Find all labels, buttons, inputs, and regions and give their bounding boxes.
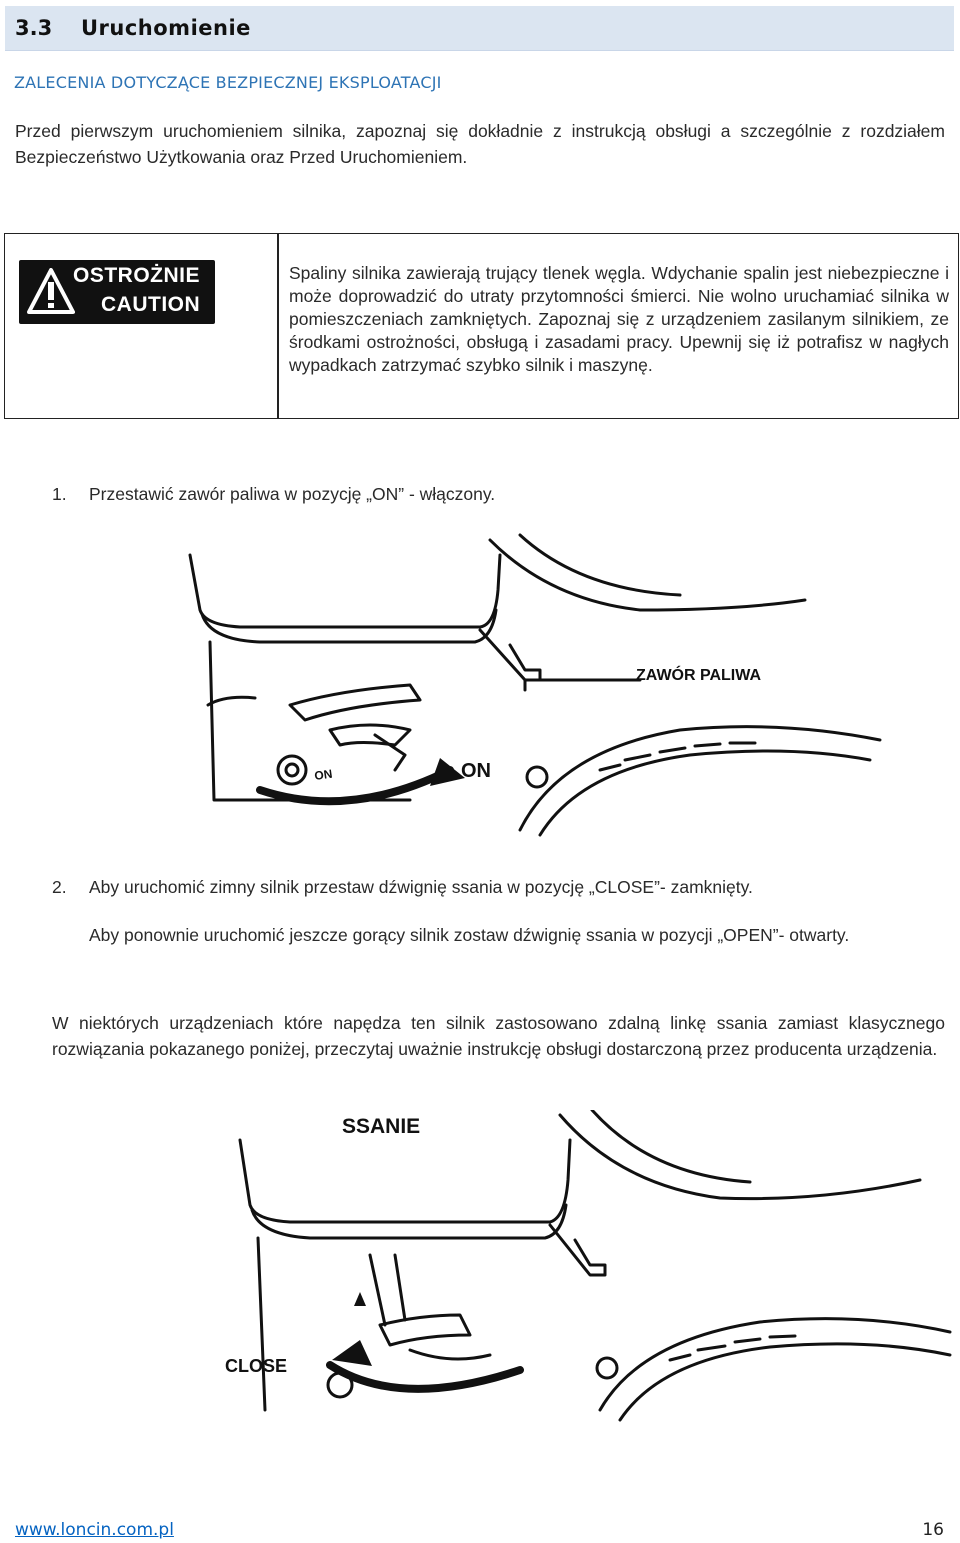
lever-on-mark: ON — [313, 766, 334, 783]
close-position-label: CLOSE — [225, 1356, 288, 1376]
choke-lever-drawing — [220, 1110, 960, 1430]
step-2 — [52, 877, 753, 898]
section-title: Uruchomienie — [81, 16, 251, 40]
step-2-note: Aby ponownie uruchomić jeszcze gorący silnik zostaw dźwignię ssania w pozycji „OPEN”- otwarty. — [89, 925, 850, 945]
website-link[interactable]: www.loncin.com.pl — [15, 1520, 174, 1540]
fuel-valve-label: ZAWÓR PALIWA — [636, 667, 762, 684]
step-text: Przestawić zawór paliwa w pozycję „ON” - włączony. — [89, 484, 496, 504]
caution-badge — [19, 260, 215, 324]
on-position-label: ON — [461, 760, 491, 782]
step-number: 2. — [52, 877, 67, 897]
warning-divider — [277, 234, 279, 418]
remote-choke-paragraph: W niektórych urządzeniach które napędza ten silnik zastosowano zdalną linkę ssania zamiast klasycznego rozwiązania pokazanego poniżej, przeczytaj uważnie instrukcję obsługi dostarczoną przez producenta urządzenia. — [52, 1013, 945, 1059]
caution-label-en: CAUTION — [101, 293, 201, 316]
fuel-valve-illustration — [180, 530, 960, 850]
safety-subheading: ZALECENIA DOTYCZĄCE BEZPIECZNEJ EKSPLOATACJI — [14, 73, 442, 92]
step-1 — [52, 484, 495, 505]
step-text: Aby uruchomić zimny silnik przestaw dźwignię ssania w pozycję „CLOSE”- zamknięty. — [89, 877, 753, 897]
section-number: 3.3 — [15, 16, 53, 40]
warning-triangle-icon — [27, 268, 75, 314]
step-number: 1. — [52, 484, 67, 504]
fuel-valve-drawing — [180, 530, 960, 850]
warning-box — [4, 233, 959, 419]
warning-text: Spaliny silnika zawierają trujący tlenek węgla. Wdychanie spalin jest niebezpieczne i może doprowadzić do utraty przytomności śmierci. Nie wolno uruchamiać silnika w pomieszczeniach zamkniętych. Zapoznaj się z urządzeniem zasilanym silnikiem, ze środkami ostrożności, obsługą i zasadami pracy. Upewnij się iż potrafisz w nagłych wypadkach zatrzymać szybko silnik i maszynę. — [289, 263, 949, 375]
page-number: 16 — [922, 1520, 944, 1540]
choke-label: SSANIE — [342, 1115, 421, 1138]
caution-label-pl: OSTROŻNIE — [73, 264, 201, 287]
choke-lever-illustration — [220, 1110, 960, 1430]
section-header — [5, 6, 954, 51]
intro-paragraph: Przed pierwszym uruchomieniem silnika, zapoznaj się dokładnie z instrukcją obsługi a szczególnie z rozdziałem Bezpieczeństwo Użytkowania oraz Przed Uruchomieniem. — [15, 121, 945, 167]
